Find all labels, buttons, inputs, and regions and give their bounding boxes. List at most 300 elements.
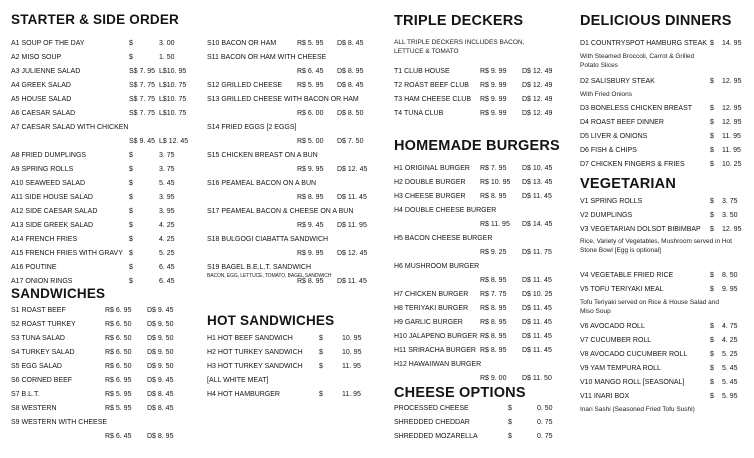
menu-item xyxy=(11,249,187,259)
item-price-secondary: D$ 9. 45 xyxy=(147,307,174,314)
item-price-primary: R$ 6. 50 xyxy=(105,335,132,342)
item-price-primary: $ xyxy=(710,133,714,140)
menu-item xyxy=(207,348,377,358)
item-name: S10 BACON OR HAM xyxy=(207,40,277,47)
menu-item xyxy=(207,362,377,372)
item-name: S18 BULGOGI CIABATTA SANDWICH xyxy=(207,236,329,243)
menu-item xyxy=(207,151,377,161)
item-price-secondary: D$ 8. 50 xyxy=(337,110,364,117)
item-price-primary: R$ 8. 95 xyxy=(297,194,324,201)
menu-item xyxy=(580,197,750,207)
item-price-secondary: D$ 11. 45 xyxy=(522,319,552,326)
item-name: H12 HAWAIIWAN BURGER xyxy=(394,361,482,368)
item-name: A13 SIDE GREEK SALAD xyxy=(11,222,94,229)
item-price-primary: $ xyxy=(710,323,714,330)
d2-note: With Fried Onions xyxy=(580,91,633,98)
item-price-secondary: 3. 75 xyxy=(159,152,175,159)
menu-item xyxy=(394,95,566,105)
item-price-primary: R$ 11. 95 xyxy=(480,221,510,228)
item-name: H1 ORIGINAL BURGER xyxy=(394,165,470,172)
item-price-primary: R$ 9. 25 xyxy=(480,249,507,256)
item-name: H10 JALAPENO BURGER xyxy=(394,333,478,340)
item-price-primary: R$ 5. 95 xyxy=(105,405,132,412)
item-price-secondary: 10. 95 xyxy=(342,349,362,356)
item-price-secondary: 3. 75 xyxy=(159,166,175,173)
menu-item xyxy=(207,376,377,386)
item-price-secondary: 4. 75 xyxy=(722,323,738,330)
item-name: V1 SPRING ROLLS xyxy=(580,198,643,205)
menu-item xyxy=(11,263,187,273)
menu-item xyxy=(394,432,566,442)
menu-item xyxy=(207,235,377,245)
item-name: D1 COUNTRYSPOT HAMBURG STEAK xyxy=(580,40,707,47)
item-price-secondary: 0. 75 xyxy=(537,433,553,440)
item-price-secondary: L$10. 75 xyxy=(159,96,187,103)
menu-item xyxy=(207,81,377,91)
item-price-secondary: D$ 12. 49 xyxy=(522,82,553,89)
item-price-secondary: 12. 95 xyxy=(722,226,742,233)
item-price-secondary: 0. 50 xyxy=(537,405,553,412)
item-price-primary: $ xyxy=(710,337,714,344)
menu-item xyxy=(580,118,750,128)
item-price-primary: $ xyxy=(710,379,714,386)
menu-item xyxy=(394,220,566,230)
item-price-secondary: 6. 45 xyxy=(159,278,175,285)
item-price-primary: R$ 9. 45 xyxy=(297,222,324,229)
item-name: D2 SALISBURY STEAK xyxy=(580,78,655,85)
starter-title: STARTER & SIDE ORDER xyxy=(11,12,180,27)
item-price-primary: R$ 9. 99 xyxy=(480,110,507,117)
item-price-secondary: 4. 25 xyxy=(722,337,738,344)
item-name: S19 BAGEL B.E.L.T. SANDWICH xyxy=(207,264,311,271)
item-name: H4 DOUBLE CHEESE BURGER xyxy=(394,207,497,214)
item-name: T3 HAM CHEESE CLUB xyxy=(394,96,472,103)
item-price-primary: R$ 6. 45 xyxy=(297,68,324,75)
menu-item xyxy=(580,350,750,360)
menu-item xyxy=(394,276,566,286)
item-name: A15 FRENCH FRIES WITH GRAVY xyxy=(11,250,123,257)
item-name: S13 GRILLED CHEESE WITH BACON OR HAM xyxy=(207,96,359,103)
menu-item xyxy=(580,378,750,388)
item-price-primary: $ xyxy=(710,40,714,47)
item-price-primary: R$ 8. 95 xyxy=(480,193,507,200)
menu-item xyxy=(580,132,750,142)
item-price-primary: R$ 7. 95 xyxy=(480,165,507,172)
item-price-primary: $ xyxy=(129,166,133,173)
item-price-secondary: D$ 11. 45 xyxy=(337,278,367,285)
item-name: S16 PEAMEAL BACON ON A BUN xyxy=(207,180,317,187)
item-price-primary: R$ 6. 50 xyxy=(105,321,132,328)
menu-item xyxy=(207,137,377,147)
menu-item xyxy=(580,322,750,332)
item-name: S11 BACON OR HAM WITH CHEESE xyxy=(207,54,327,61)
item-price-secondary: 5. 25 xyxy=(722,351,738,358)
menu-item xyxy=(394,206,566,216)
item-price-secondary: D$ 10. 45 xyxy=(522,165,553,172)
item-price-primary: $ xyxy=(710,272,714,279)
item-name: PROCESSED CHEESE xyxy=(394,405,469,412)
item-price-secondary: D$ 13. 45 xyxy=(522,179,553,186)
item-price-primary: $ xyxy=(710,119,714,126)
item-name: S17 PEAMEAL BACON & CHEESE ON A BUN xyxy=(207,208,354,215)
item-price-secondary: D$ 11. 45 xyxy=(522,277,552,284)
item-name: A7 CAESAR SALAD WITH CHICKEN xyxy=(11,124,129,131)
item-name: V5 TOFU TERIYAKI MEAL xyxy=(580,286,664,293)
menu-item xyxy=(580,39,750,49)
item-price-secondary: 5. 45 xyxy=(159,180,175,187)
item-price-primary: R$ 6. 95 xyxy=(105,307,132,314)
menu-item xyxy=(11,137,187,147)
item-name: D3 BONELESS CHICKEN BREAST xyxy=(580,105,693,112)
menu-item xyxy=(394,304,566,314)
item-price-primary: $ xyxy=(129,222,133,229)
item-price-primary: R$ 5. 95 xyxy=(297,40,324,47)
menu-item xyxy=(580,77,750,87)
item-name: A12 SIDE CAESAR SALAD xyxy=(11,208,98,215)
item-name: A5 HOUSE SALAD xyxy=(11,96,72,103)
menu-item xyxy=(207,390,377,400)
menu-item xyxy=(11,320,187,330)
menu-item xyxy=(11,348,187,358)
item-price-primary: $ xyxy=(129,208,133,215)
s19-note: BACON, EGG, LETTUCE, TOMATO, BAGEL SANDWICH xyxy=(207,273,332,279)
item-price-primary: R$ 6. 45 xyxy=(105,433,132,440)
menu-item xyxy=(11,123,187,133)
item-price-primary: $ xyxy=(129,152,133,159)
item-price-primary: R$ 5. 00 xyxy=(297,138,324,145)
item-price-primary: $ xyxy=(710,198,714,205)
menu-item xyxy=(11,390,187,400)
item-price-secondary: D$ 12. 45 xyxy=(337,250,368,257)
item-name: H2 HOT TURKEY SANDWICH xyxy=(207,349,303,356)
item-name: S4 TURKEY SALAD xyxy=(11,349,75,356)
menu-item xyxy=(580,160,750,170)
item-price-secondary: 1. 50 xyxy=(159,54,175,61)
menu-item xyxy=(580,104,750,114)
item-price-secondary: 9. 95 xyxy=(722,286,738,293)
menu-item xyxy=(11,306,187,316)
item-price-primary: S$ 7. 75 xyxy=(129,110,156,117)
item-price-primary: R$ 9. 99 xyxy=(480,96,507,103)
item-price-secondary: D$ 11. 45 xyxy=(522,333,552,340)
item-name: A3 JULIENNE SALAD xyxy=(11,68,81,75)
item-price-primary: R$ 6. 50 xyxy=(105,349,132,356)
item-name: S12 GRILLED CHEESE xyxy=(207,82,283,89)
menu-item xyxy=(580,271,750,281)
menu-item xyxy=(394,81,566,91)
menu-item xyxy=(207,109,377,119)
vegetarian-title: VEGETARIAN xyxy=(580,176,676,192)
burgers-title: HOMEMADE BURGERS xyxy=(394,138,560,154)
menu-item xyxy=(580,211,750,221)
menu-item xyxy=(394,234,566,244)
menu-item xyxy=(580,225,750,235)
item-price-secondary: 8. 50 xyxy=(722,272,738,279)
menu-item xyxy=(394,404,566,414)
menu-item xyxy=(11,207,187,217)
item-name: A2 MISO SOUP xyxy=(11,54,62,61)
menu-item xyxy=(11,193,187,203)
item-price-primary: $ xyxy=(129,250,133,257)
menu-item xyxy=(11,81,187,91)
item-price-secondary: 11. 95 xyxy=(722,147,741,154)
menu-item xyxy=(11,39,187,49)
menu-item xyxy=(11,334,187,344)
item-price-secondary: D$ 9. 50 xyxy=(147,349,174,356)
item-price-primary: $ xyxy=(710,226,714,233)
item-price-primary: R$ 8. 95 xyxy=(480,319,507,326)
menu-item xyxy=(207,249,377,259)
item-name: A9 SPRING ROLLS xyxy=(11,166,74,173)
item-price-secondary: D$ 11. 45 xyxy=(337,194,367,201)
menu-item xyxy=(11,432,187,442)
item-price-primary: R$ 9. 99 xyxy=(480,82,507,89)
item-name: V4 VEGETABLE FRIED RICE xyxy=(580,272,674,279)
menu-item xyxy=(11,109,187,119)
item-price-secondary: 10. 95 xyxy=(342,335,362,342)
item-price-secondary: L$10. 95 xyxy=(159,68,187,75)
item-price-secondary: D$ 9. 50 xyxy=(147,363,174,370)
item-price-secondary: D$ 8. 45 xyxy=(147,405,174,412)
menu-item xyxy=(11,179,187,189)
v11-note: Inari Sashi (Seasoned Fried Tofu Sushi) xyxy=(580,406,695,413)
menu-item xyxy=(207,67,377,77)
item-price-secondary: D$ 11. 45 xyxy=(522,347,552,354)
item-name: H6 MUSHROOM BURGER xyxy=(394,263,480,270)
item-name: V8 AVOCADO CUCUMBER ROLL xyxy=(580,351,688,358)
menu-item xyxy=(207,95,377,105)
menu-item xyxy=(11,221,187,231)
item-price-secondary: 3. 75 xyxy=(722,198,738,205)
item-price-primary: R$ 7. 75 xyxy=(480,291,507,298)
menu-item xyxy=(394,346,566,356)
item-name: S6 CORNED BEEF xyxy=(11,377,73,384)
item-name: H8 TERIYAKI BURGER xyxy=(394,305,469,312)
item-price-secondary: L$10. 75 xyxy=(159,82,187,89)
item-price-primary: $ xyxy=(129,180,133,187)
menu-item xyxy=(394,164,566,174)
item-price-secondary: D$ 10. 25 xyxy=(522,291,553,298)
item-name: A17 ONION RINGS xyxy=(11,278,73,285)
item-name: V2 DUMPLINGS xyxy=(580,212,633,219)
item-price-primary: R$ 5. 95 xyxy=(297,82,324,89)
menu-item xyxy=(394,318,566,328)
item-name: D7 CHICKEN FINGERS & FRIES xyxy=(580,161,685,168)
item-price-primary: R$ 9. 95 xyxy=(297,250,324,257)
item-name: V10 MANGO ROLL [SEASONAL] xyxy=(580,379,685,386)
hot-sandwiches-title: HOT SANDWICHES xyxy=(207,313,335,328)
item-price-primary: $ xyxy=(319,349,323,356)
item-name: SHREDDED CHEDDAR xyxy=(394,419,470,426)
item-price-primary: $ xyxy=(710,286,714,293)
item-price-secondary: 0. 75 xyxy=(537,419,553,426)
menu-item xyxy=(207,221,377,231)
item-price-secondary: 12. 95 xyxy=(722,78,742,85)
item-price-secondary: D$ 9. 45 xyxy=(147,377,174,384)
item-price-primary: $ xyxy=(129,194,133,201)
item-price-primary: $ xyxy=(710,351,714,358)
menu-item xyxy=(11,418,187,428)
item-name: S5 EGG SALAD xyxy=(11,363,62,370)
item-price-primary: $ xyxy=(129,40,133,47)
menu-item xyxy=(580,392,750,402)
item-price-primary: $ xyxy=(129,264,133,271)
item-name: S3 TUNA SALAD xyxy=(11,335,65,342)
item-price-primary: S$ 9. 45 xyxy=(129,138,156,145)
item-price-primary: R$ 10. 95 xyxy=(480,179,511,186)
item-price-secondary: 12. 95 xyxy=(722,119,742,126)
item-name: V9 YAM TEMPURA ROLL xyxy=(580,365,661,372)
item-price-secondary: D$ 8. 45 xyxy=(147,391,174,398)
item-price-primary: $ xyxy=(710,212,714,219)
item-name: SHREDDED MOZARELLA xyxy=(394,433,478,440)
item-price-secondary: D$ 12. 49 xyxy=(522,110,553,117)
menu-item xyxy=(394,360,566,370)
item-name: D5 LIVER & ONIONS xyxy=(580,133,648,140)
item-price-primary: $ xyxy=(710,147,714,154)
item-price-secondary: 11. 95 xyxy=(722,133,741,140)
item-price-secondary: 5. 95 xyxy=(722,393,738,400)
menu-item xyxy=(207,39,377,49)
menu-item xyxy=(11,67,187,77)
item-name: H2 DOUBLE BURGER xyxy=(394,179,466,186)
item-name: S14 FRIED EGGS [2 EGGS] xyxy=(207,124,297,131)
triple-deckers-title: TRIPLE DECKERS xyxy=(394,13,524,29)
item-price-primary: R$ 6. 00 xyxy=(297,110,324,117)
item-price-secondary: D$ 11. 45 xyxy=(522,305,552,312)
menu-item xyxy=(580,146,750,156)
item-price-secondary: 4. 25 xyxy=(159,236,175,243)
item-name: A8 FRIED DUMPLINGS xyxy=(11,152,87,159)
menu-item xyxy=(394,67,566,77)
item-price-primary: S$ 7. 75 xyxy=(129,82,156,89)
menu-item xyxy=(394,248,566,258)
item-price-primary: R$ 6. 95 xyxy=(105,377,132,384)
menu-item xyxy=(11,235,187,245)
item-price-primary: $ xyxy=(319,391,323,398)
menu-item xyxy=(207,123,377,133)
item-price-secondary: D$ 11. 95 xyxy=(337,222,367,229)
menu-item xyxy=(11,362,187,372)
item-name: V11 INARI BOX xyxy=(580,393,630,400)
menu-item xyxy=(394,418,566,428)
item-name: T2 ROAST BEEF CLUB xyxy=(394,82,469,89)
menu-item xyxy=(394,262,566,272)
item-name: T1 CLUB HOUSE xyxy=(394,68,450,75)
item-name: S7 B.L.T. xyxy=(11,391,40,398)
item-name: V6 AVOCADO ROLL xyxy=(580,323,645,330)
menu-item xyxy=(11,376,187,386)
item-name: [ALL WHITE MEAT] xyxy=(207,377,269,384)
item-name: H9 GARLIC BURGER xyxy=(394,319,463,326)
item-name: H4 HOT HAMBURGER xyxy=(207,391,280,398)
item-price-secondary: 4. 25 xyxy=(159,222,175,229)
item-name: S2 ROAST TURKEY xyxy=(11,321,76,328)
item-price-secondary: D$ 11. 75 xyxy=(522,249,552,256)
item-name: A1 SOUP OF THE DAY xyxy=(11,40,85,47)
item-name: A16 POUTINE xyxy=(11,264,57,271)
item-price-secondary: D$ 12. 49 xyxy=(522,96,553,103)
item-name: S1 ROAST BEEF xyxy=(11,307,66,314)
item-name: A11 SIDE HOUSE SALAD xyxy=(11,194,93,201)
menu-item xyxy=(394,109,566,119)
v5-note: Tofu Teriyaki served on Rice & House Salad and Miso Soup xyxy=(580,299,719,315)
item-name: A4 GREEK SALAD xyxy=(11,82,71,89)
item-price-primary: R$ 9. 00 xyxy=(480,375,507,382)
menu-item xyxy=(11,404,187,414)
item-name: D4 ROAST BEEF DINNER xyxy=(580,119,664,126)
item-price-primary: S$ 7. 75 xyxy=(129,96,156,103)
item-price-secondary: L$10. 75 xyxy=(159,110,187,117)
item-name: D6 FISH & CHIPS xyxy=(580,147,637,154)
item-name: H1 HOT BEEF SANDWICH xyxy=(207,335,293,342)
item-price-primary: $ xyxy=(508,405,512,412)
item-price-primary: R$ 8. 95 xyxy=(480,305,507,312)
menu-item xyxy=(207,193,377,203)
menu-item xyxy=(207,334,377,344)
item-price-secondary: D$ 12. 45 xyxy=(337,166,368,173)
item-name: S8 WESTERN xyxy=(11,405,57,412)
cheese-title: CHEESE OPTIONS xyxy=(394,385,526,401)
item-price-primary: $ xyxy=(129,278,133,285)
menu-item xyxy=(207,179,377,189)
item-price-secondary: 10. 25 xyxy=(722,161,742,168)
item-price-secondary: 3. 95 xyxy=(159,194,175,201)
item-price-secondary: D$ 8. 95 xyxy=(147,433,174,440)
item-price-secondary: D$ 11. 50 xyxy=(522,375,552,382)
item-name: H5 BACON CHEESE BURGER xyxy=(394,235,493,242)
menu-item xyxy=(207,53,377,63)
menu-item xyxy=(580,285,750,295)
menu-item xyxy=(394,192,566,202)
item-name: H3 HOT TURKEY SANDWICH xyxy=(207,363,303,370)
item-name: V3 VEGETARIAN DOLSOT BIBIMBAP xyxy=(580,226,701,233)
item-price-primary: R$ 8. 95 xyxy=(480,277,507,284)
item-price-primary: R$ 8. 95 xyxy=(480,347,507,354)
item-price-secondary: D$ 8. 45 xyxy=(337,40,364,47)
item-price-secondary: 3. 95 xyxy=(159,208,175,215)
item-name: T4 TUNA CLUB xyxy=(394,110,444,117)
item-price-primary: $ xyxy=(129,54,133,61)
item-price-primary: $ xyxy=(710,105,714,112)
menu-item xyxy=(11,53,187,63)
item-price-primary: $ xyxy=(508,419,512,426)
item-name: A6 CAESAR SALAD xyxy=(11,110,76,117)
item-name: H3 CHEESE BURGER xyxy=(394,193,466,200)
triple-note: ALL TRIPLE DECKERS INCLUDES BACON, LETTUCE & TOMATO xyxy=(394,39,525,55)
menu-item xyxy=(580,364,750,374)
item-price-secondary: 5. 45 xyxy=(722,365,738,372)
item-price-primary: R$ 9. 99 xyxy=(480,68,507,75)
item-price-secondary: 5. 45 xyxy=(722,379,738,386)
item-name: V7 CUCUMBER ROLL xyxy=(580,337,652,344)
item-name: S9 WESTERN WITH CHEESE xyxy=(11,419,108,426)
sandwiches-title: SANDWICHES xyxy=(11,286,106,301)
item-price-secondary: D$ 14. 45 xyxy=(522,221,553,228)
item-price-primary: R$ 6. 50 xyxy=(105,363,132,370)
dinners-title: DELICIOUS DINNERS xyxy=(580,13,732,29)
menu-item xyxy=(580,336,750,346)
menu-item xyxy=(394,332,566,342)
item-price-secondary: 11. 95 xyxy=(342,363,361,370)
item-price-primary: $ xyxy=(319,335,323,342)
item-price-primary: $ xyxy=(319,363,323,370)
item-price-primary: $ xyxy=(129,236,133,243)
item-price-secondary: L$ 12. 45 xyxy=(159,138,189,145)
item-price-secondary: D$ 8. 45 xyxy=(337,82,364,89)
d1-note: With Steamed Broccoli, Carrot & Grilled Potato Slices xyxy=(580,53,695,69)
menu-item xyxy=(11,165,187,175)
